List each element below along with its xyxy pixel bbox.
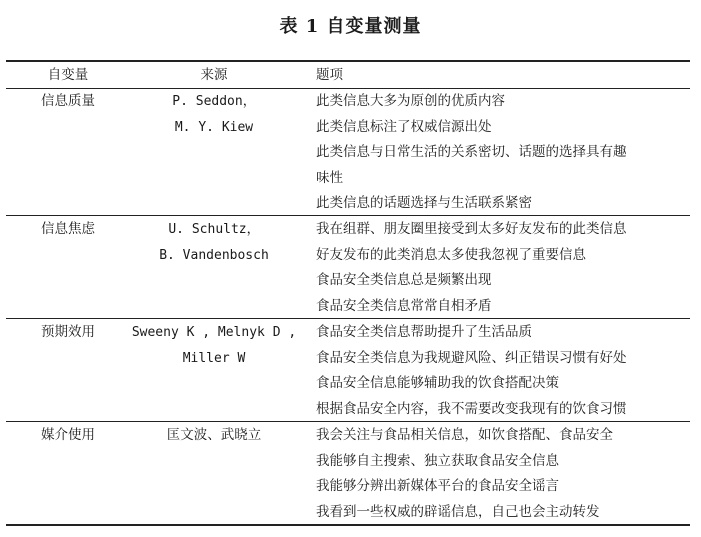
item-text: 我看到一些权威的辟谣信息，自己也会主动转发 [316, 503, 600, 520]
item-text: 食品安全类信息为我规避风险、纠正错误习惯有好处 [316, 349, 627, 366]
row-items [316, 217, 686, 319]
row-source [128, 89, 300, 140]
row-divider [6, 421, 690, 422]
source-line: B. Vandenbosch [159, 247, 269, 263]
item-text: 此类信息标注了权威信源出处 [316, 118, 492, 135]
row-source [128, 217, 300, 268]
item-text: 我能够分辨出新媒体平台的食品安全谣言 [316, 478, 559, 494]
item-text: 此类信息的话题选择与生活联系紧密 [316, 195, 532, 211]
row-variable: 信息质量 [41, 93, 95, 109]
item-text: 食品安全类信息常常自相矛盾 [316, 297, 492, 314]
source-line: 匡文波、武晓立 [166, 427, 262, 443]
item-text: 此类信息大多为原创的优质内容 [316, 93, 505, 109]
header-items: 题项 [316, 67, 343, 83]
item-text: 此类信息与日常生活的关系密切、话题的选择具有趣 [316, 144, 627, 160]
source-line: Miller W [182, 350, 246, 366]
source-line: M. Y. Kiew [174, 119, 254, 135]
item-text: 食品安全信息能够辅助我的饮食搭配决策 [316, 375, 559, 391]
item-text: 根据食品安全内容，我不需要改变我现有的饮食习惯 [316, 400, 627, 417]
row-variable: 媒介使用 [41, 427, 95, 443]
item-text: 味性 [316, 169, 343, 186]
row-source [128, 423, 300, 449]
header-variable: 自变量 [47, 67, 89, 83]
bottom-rule [6, 524, 690, 526]
row-source [128, 320, 300, 371]
header-source: 来源 [200, 67, 228, 83]
source-line: U. Schultz， [168, 222, 260, 237]
row-variable: 信息焦虑 [41, 221, 95, 237]
row-divider [6, 318, 690, 319]
top-rule [6, 60, 690, 62]
item-text: 好友发布的此类消息太多使我忽视了重要信息 [316, 246, 586, 263]
item-text: 食品安全类信息总是频繁出现 [316, 272, 492, 288]
source-line: Sweeny K , Melnyk D , [131, 325, 297, 340]
item-text: 我能够自主搜索、独立获取食品安全信息 [316, 452, 559, 469]
table-title: 表 1 自变量测量 [279, 16, 422, 37]
row-items [316, 423, 686, 525]
row-items [316, 320, 686, 422]
row-divider [6, 215, 690, 216]
item-text: 我会关注与食品相关信息，如饮食搭配、食品安全 [316, 427, 613, 443]
item-text: 食品安全类信息帮助提升了生活品质 [316, 324, 532, 340]
row-variable: 预期效用 [41, 324, 95, 340]
item-text: 我在组群、朋友圈里接受到太多好友发布的此类信息 [316, 221, 627, 237]
source-line: P. Seddon， [172, 94, 256, 109]
row-items [316, 89, 686, 217]
